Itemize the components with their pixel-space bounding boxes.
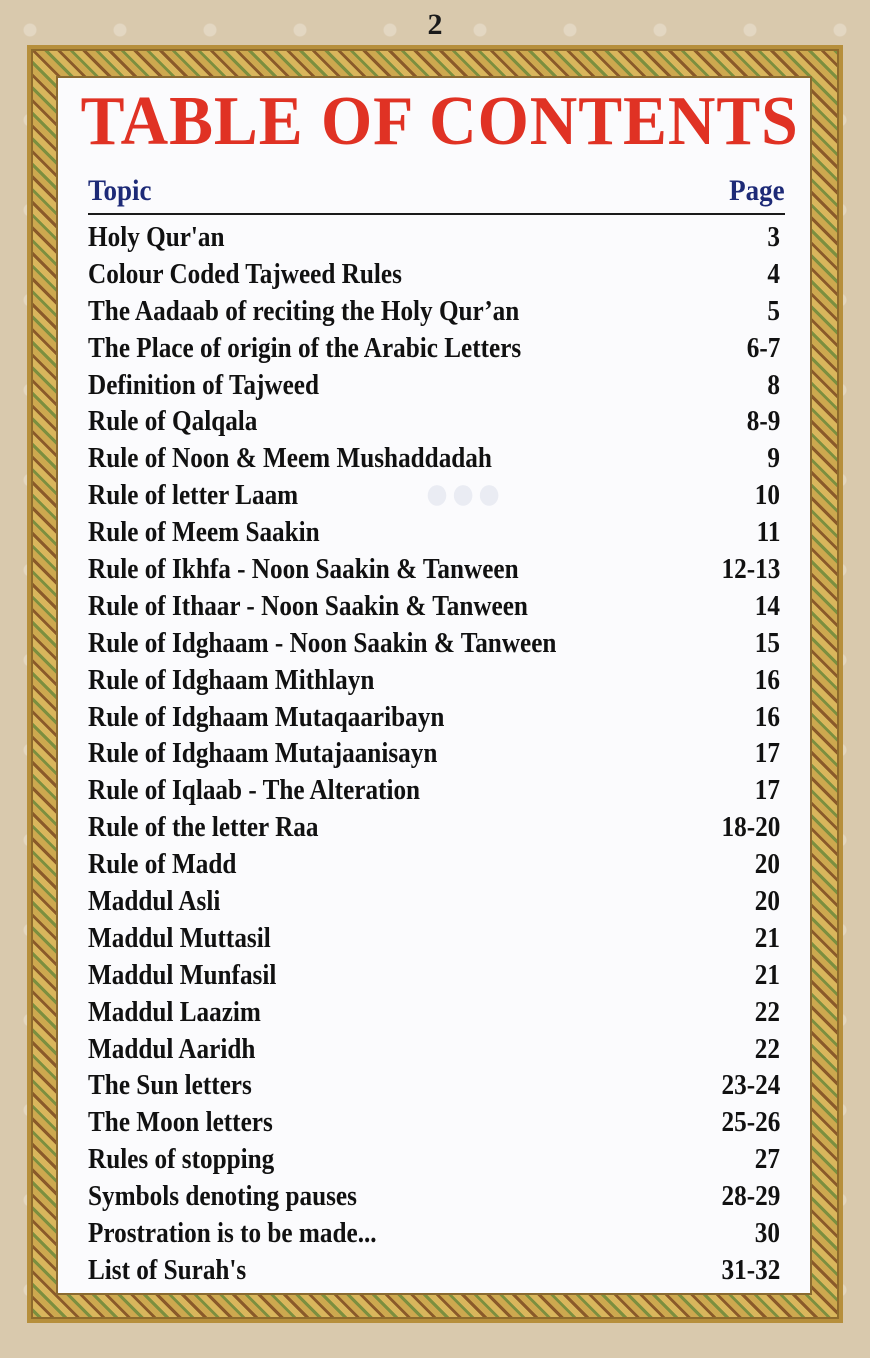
toc-entry[interactable] bbox=[88, 628, 780, 665]
toc-entry-topic: Maddul Asli bbox=[88, 886, 221, 918]
page-title: TABLE OF CONTENTS bbox=[80, 83, 799, 160]
toc-entry-page: 3 bbox=[767, 222, 780, 253]
toc-entry-topic: Maddul Munfasil bbox=[88, 959, 277, 991]
toc-entry-page: 31-32 bbox=[721, 1254, 780, 1286]
toc-entry-topic: List of Surah's bbox=[88, 1254, 247, 1286]
toc-entry[interactable] bbox=[88, 370, 780, 407]
toc-entry-page: 8 bbox=[767, 369, 780, 401]
toc-entry-page: 22 bbox=[754, 996, 780, 1028]
toc-entry[interactable] bbox=[88, 923, 780, 960]
toc-entry-topic: Definition of Tajweed bbox=[88, 369, 320, 401]
toc-entry[interactable] bbox=[88, 1218, 780, 1255]
toc-entry-page: 8-9 bbox=[746, 406, 780, 438]
toc-entry-topic: Rule of Idghaam Mutajaanisayn bbox=[88, 738, 438, 770]
toc-entry-topic: Rule of Madd bbox=[88, 849, 237, 881]
toc-entry-page: 14 bbox=[754, 590, 780, 622]
toc-entry[interactable] bbox=[88, 702, 780, 739]
toc-entry-topic: Holy Qur'an bbox=[88, 222, 225, 253]
toc-entry-page: 28-29 bbox=[721, 1181, 780, 1213]
toc-entry-topic: Maddul Muttasil bbox=[88, 922, 271, 954]
toc-entry-page: 21 bbox=[754, 959, 780, 991]
toc-entry-page: 20 bbox=[754, 886, 780, 918]
toc-entry[interactable] bbox=[88, 480, 780, 517]
toc-entry-page: 27 bbox=[754, 1144, 780, 1176]
page-number: 2 bbox=[427, 8, 443, 41]
toc-entry-topic: Rule of Qalqala bbox=[88, 406, 258, 438]
toc-entry-page: 21 bbox=[754, 922, 780, 954]
toc-entry[interactable] bbox=[88, 738, 780, 775]
toc-entry[interactable] bbox=[88, 222, 780, 259]
toc-entry[interactable] bbox=[88, 259, 780, 296]
toc-entry[interactable] bbox=[88, 591, 780, 628]
toc-entry[interactable] bbox=[88, 1181, 780, 1218]
toc-list bbox=[88, 222, 780, 1292]
toc-entry[interactable] bbox=[88, 997, 780, 1034]
toc-entry-page: 15 bbox=[754, 627, 780, 659]
toc-entry-page: 17 bbox=[754, 775, 780, 807]
toc-entry[interactable] bbox=[88, 1255, 780, 1292]
toc-entry-topic: Rule of Noon & Meem Mushaddadah bbox=[88, 443, 492, 475]
content-panel bbox=[56, 76, 812, 1295]
toc-entry-page: 22 bbox=[754, 1033, 780, 1065]
toc-entry-topic: Symbols denoting pauses bbox=[88, 1181, 357, 1213]
toc-entry-topic: Rule of letter Laam bbox=[88, 480, 299, 512]
toc-entry-topic: Rule of Meem Saakin bbox=[88, 517, 320, 549]
toc-entry[interactable] bbox=[88, 1034, 780, 1071]
background-watermark: ●●● bbox=[424, 467, 503, 520]
toc-entry-topic: The Aadaab of reciting the Holy Qur’an bbox=[88, 295, 520, 327]
toc-entry[interactable] bbox=[88, 443, 780, 480]
toc-entry-page: 20 bbox=[754, 849, 780, 881]
toc-entry-topic: The Sun letters bbox=[88, 1070, 252, 1102]
toc-entry-topic: The Place of origin of the Arabic Letters bbox=[88, 332, 522, 364]
toc-entry-page: 17 bbox=[754, 738, 780, 770]
toc-entry-topic: Rule of Idghaam Mithlayn bbox=[88, 664, 375, 696]
toc-entry[interactable] bbox=[88, 554, 780, 591]
toc-entry-page: 16 bbox=[754, 664, 780, 696]
toc-entry[interactable] bbox=[88, 406, 780, 443]
toc-entry-topic: Rule of Ithaar - Noon Saakin & Tanween bbox=[88, 590, 528, 622]
toc-entry-topic: Rule of Idghaam Mutaqaaribayn bbox=[88, 701, 445, 733]
toc-entry[interactable] bbox=[88, 1070, 780, 1107]
header-divider bbox=[88, 213, 785, 215]
toc-entry-topic: Rule of Iqlaab - The Alteration bbox=[88, 775, 421, 807]
toc-entry-topic: Rule of Ikhfa - Noon Saakin & Tanween bbox=[88, 554, 519, 586]
toc-entry-topic: Prostration is to be made... bbox=[88, 1218, 377, 1250]
toc-entry-page: 18-20 bbox=[721, 812, 780, 844]
toc-entry-page: 30 bbox=[754, 1218, 780, 1250]
toc-entry[interactable] bbox=[88, 775, 780, 812]
toc-entry-page: 23-24 bbox=[721, 1070, 780, 1102]
toc-entry-topic: Rule of the letter Raa bbox=[88, 812, 319, 844]
toc-entry-page: 4 bbox=[767, 258, 780, 290]
toc-entry[interactable] bbox=[88, 812, 780, 849]
toc-entry-topic: The Moon letters bbox=[88, 1107, 273, 1139]
toc-entry[interactable] bbox=[88, 1144, 780, 1181]
toc-entry-page: 11 bbox=[756, 517, 780, 549]
toc-entry[interactable] bbox=[88, 333, 780, 370]
toc-entry-page: 6-7 bbox=[746, 332, 780, 364]
toc-entry-page: 12-13 bbox=[721, 554, 780, 586]
toc-entry[interactable] bbox=[88, 886, 780, 923]
toc-entry-topic: Rule of Idghaam - Noon Saakin & Tanween bbox=[88, 627, 557, 659]
toc-entry[interactable] bbox=[88, 849, 780, 886]
page-column-header: Page bbox=[729, 174, 785, 207]
toc-entry[interactable] bbox=[88, 1107, 780, 1144]
toc-entry[interactable] bbox=[88, 296, 780, 333]
toc-entry-topic: Maddul Aaridh bbox=[88, 1033, 256, 1065]
toc-entry-page: 10 bbox=[754, 480, 780, 512]
toc-entry[interactable] bbox=[88, 960, 780, 997]
toc-entry[interactable] bbox=[88, 517, 780, 554]
topic-column-header: Topic bbox=[88, 174, 152, 207]
toc-entry-page: 9 bbox=[767, 443, 780, 475]
toc-entry[interactable] bbox=[88, 665, 780, 702]
toc-entry-topic: Colour Coded Tajweed Rules bbox=[88, 258, 402, 290]
toc-entry-page: 25-26 bbox=[721, 1107, 780, 1139]
toc-entry-page: 5 bbox=[767, 295, 780, 327]
toc-entry-topic: Rules of stopping bbox=[88, 1144, 275, 1176]
toc-entry-topic: Maddul Laazim bbox=[88, 996, 261, 1028]
column-headers bbox=[88, 174, 785, 214]
toc-entry-page: 16 bbox=[754, 701, 780, 733]
